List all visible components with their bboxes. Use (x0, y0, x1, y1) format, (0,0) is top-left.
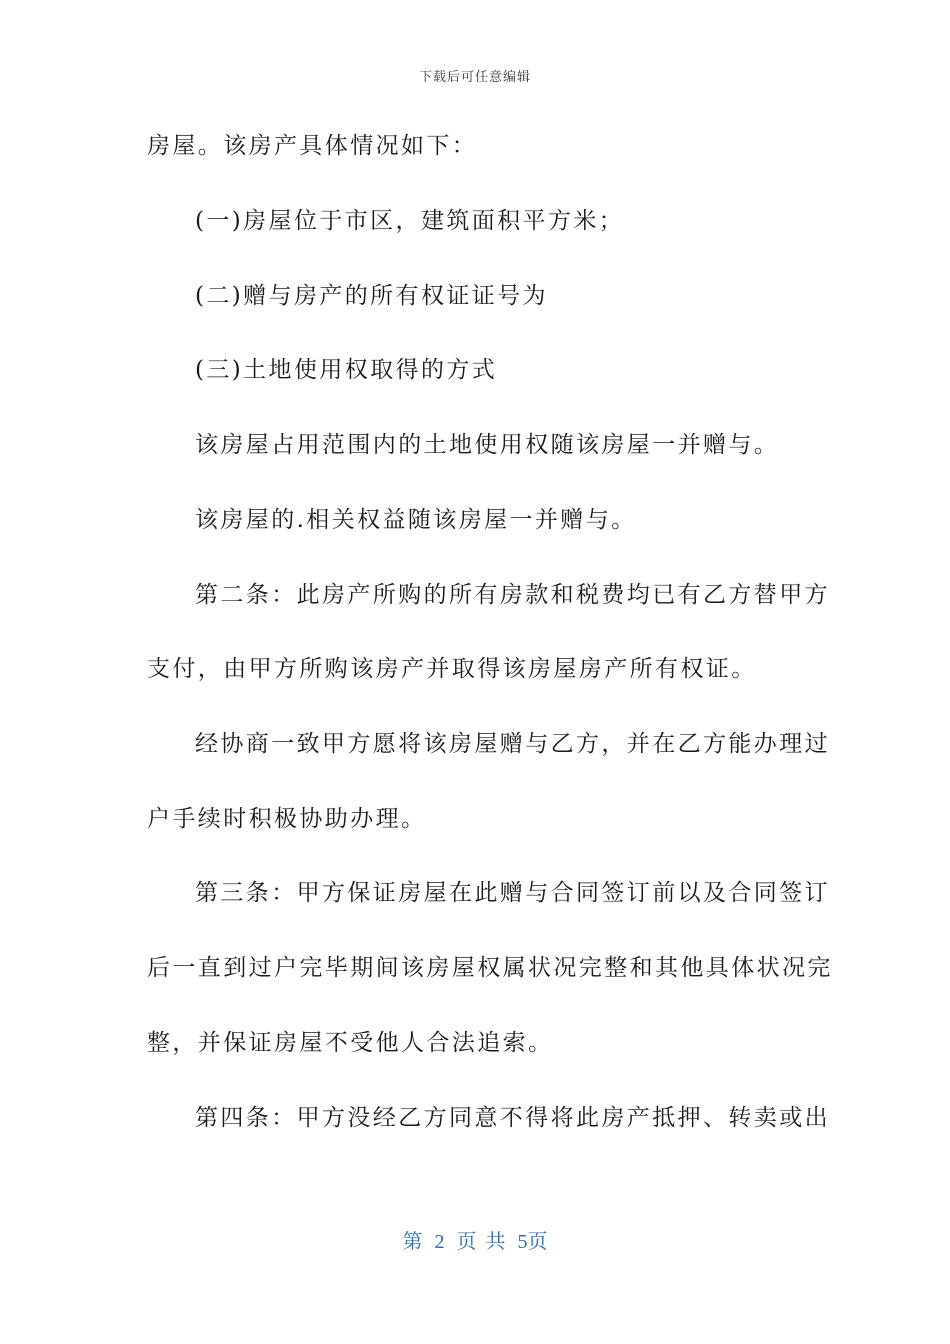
footer-middle: 页 共 (456, 1231, 506, 1253)
paragraph-line: 户手续时积极协助办理。 (147, 806, 427, 832)
paragraph-line: 经协商一致甲方愿将该房屋赠与乙方，并在乙方能办理过 (195, 731, 830, 757)
footer-total-pages: 5页 (517, 1231, 548, 1253)
page-header: 下载后可任意编辑 (418, 70, 531, 85)
paragraph-line: 第四条：甲方没经乙方同意不得将此房产抵押、转卖或出 (195, 1105, 830, 1131)
paragraph-line: 整，并保证房屋不受他人合法追索。 (147, 1030, 554, 1056)
paragraph-line: 第二条：此房产所购的所有房款和税费均已有乙方替甲方 (195, 582, 830, 608)
paragraph-line: 房屋。该房产具体情况如下： (147, 133, 478, 159)
footer-page-number: 2 (434, 1231, 445, 1253)
page-footer (0, 1225, 950, 1254)
paragraph-line: 后一直到过户完毕期间该房屋权属状况完整和其他具体状况完 (147, 955, 833, 981)
paragraph-line: (二)赠与房产的所有权证证号为 (195, 283, 548, 309)
paragraph-line: (一)房屋位于市区，建筑面积平方米； (195, 208, 625, 234)
paragraph-line: 该房屋占用范围内的土地使用权随该房屋一并赠与。 (195, 432, 780, 458)
paragraph-line: 支付，由甲方所购该房产并取得该房屋房产所有权证。 (147, 656, 757, 682)
paragraph-line: 第三条：甲方保证房屋在此赠与合同签订前以及合同签订 (195, 880, 830, 906)
footer-prefix: 第 (402, 1231, 423, 1253)
paragraph-line: 该房屋的.相关权益随该房屋一并赠与。 (195, 507, 637, 533)
paragraph-line: (三)土地使用权取得的方式 (195, 357, 498, 383)
